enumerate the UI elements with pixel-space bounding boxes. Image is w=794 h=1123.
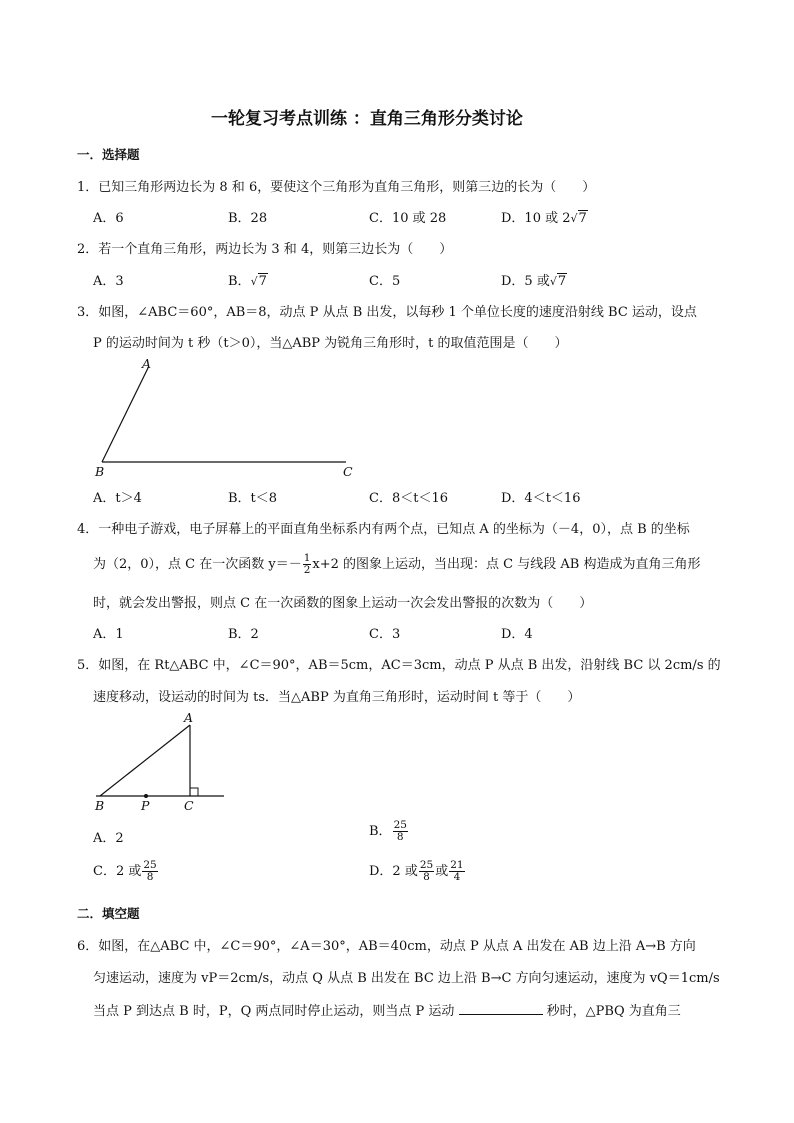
question-5-line-2: 速度移动，设运动的时间为 ts．当△ABP 为直角三角形时，运动时间 t 等于（ ） bbox=[93, 690, 581, 705]
question-3-option-d: D．4＜t＜16 bbox=[501, 491, 581, 506]
label-a: A bbox=[184, 710, 194, 725]
question-6-line-3: 当点 P 到达点 B 时，P，Q 两点同时停止运动，则当点 P 运动 秒时，△PBQ 为直角三 bbox=[93, 1004, 681, 1019]
question-5-option-c: C．2 或 $\frac{25}{8}$ bbox=[93, 859, 157, 883]
label-p: P bbox=[141, 798, 150, 813]
label-c: C bbox=[343, 464, 353, 479]
question-5-option-b: B． $\frac{25}{8}$ bbox=[369, 819, 407, 843]
label-b: B bbox=[95, 464, 105, 479]
question-1-option-b: B．28 bbox=[228, 211, 268, 226]
question-4-option-b: B．2 bbox=[228, 627, 259, 642]
question-3-line-2: P 的运动时间为 t 秒（t＞0），当△ABP 为锐角三角形时，t 的取值范围是（ ） bbox=[93, 336, 568, 351]
question-3-option-c: C．8＜t＜16 bbox=[369, 491, 448, 506]
section-heading-choice: 一．选择题 bbox=[77, 147, 140, 162]
question-5-figure bbox=[88, 708, 238, 814]
fraction-one-half: $\frac{1}{2}$ bbox=[303, 552, 311, 576]
question-3-line-1: 3．如图，∠ABC＝60°，AB＝8，动点 P 从点 B 出发，以每秒 1 个单位长度的速度沿射线 BC 运动，设点 bbox=[77, 305, 697, 320]
page-title: 一轮复习考点训练 ：直角三角形分类讨论 bbox=[211, 109, 523, 129]
question-6-line-2: 匀速运动，速度为 vP＝2cm/s，动点 Q 从点 B 出发在 BC 边上沿 B→C 方向匀速运动，速度为 vQ＝1cm/s bbox=[93, 971, 720, 986]
question-1-option-a: A．6 bbox=[93, 211, 124, 226]
question-4-option-a: A．1 bbox=[93, 627, 124, 642]
question-4-line-2: 为（2，0），点 C 在一次函数 y＝－ $\frac{1}{2}$ x+2 的图象上运动，当出现：点 C 与线段 AB 构造成为直角三角形 bbox=[93, 552, 701, 576]
question-1-option-d: D．10 或 2√7 bbox=[501, 211, 587, 226]
label-b: B bbox=[95, 798, 105, 813]
question-2-option-a: A．3 bbox=[93, 274, 124, 289]
right-angle-mark bbox=[190, 788, 198, 796]
question-2-option-c: C．5 bbox=[369, 274, 401, 289]
question-2-option-d: D．5 或√7 bbox=[501, 274, 567, 289]
question-3-option-a: A．t＞4 bbox=[93, 491, 142, 506]
question-6-line-1: 6．如图，在△ABC 中，∠C＝90°，∠A＝30°，AB＝40cm，动点 P 从点 A 出发在 AB 边上沿 A→B 方向 bbox=[77, 939, 696, 954]
question-1-text: 1．已知三角形两边长为 8 和 6，要使这个三角形为直角三角形，则第三边的长为（ ） bbox=[77, 180, 596, 195]
question-3-figure bbox=[88, 352, 368, 482]
question-2-option-b: B．√7 bbox=[228, 274, 267, 289]
segment-ba bbox=[100, 725, 190, 796]
question-4-line-1: 4．一种电子游戏，电子屏幕上的平面直角坐标系内有两个点，已知点 A 的坐标为（－4，0），点 B 的坐标 bbox=[77, 522, 690, 537]
label-c: C bbox=[184, 798, 194, 813]
question-5-line-1: 5．如图，在 Rt△ABC 中，∠C＝90°，AB＝5cm，AC＝3cm，动点 P 从点 B 出发，沿射线 BC 以 2cm/s 的 bbox=[77, 658, 721, 673]
question-1-option-c: C．10 或 28 bbox=[369, 211, 447, 226]
question-5-option-d: D．2 或 $\frac{25}{8}$ 或 $\frac{21}{4}$ bbox=[369, 859, 464, 883]
question-4-option-c: C．3 bbox=[369, 627, 401, 642]
section-heading-fill: 二．填空题 bbox=[77, 906, 140, 921]
answer-blank bbox=[459, 1002, 543, 1015]
question-5-option-a: A．2 bbox=[93, 831, 124, 846]
segment-ba bbox=[102, 368, 148, 462]
question-4-option-d: D．4 bbox=[501, 627, 533, 642]
question-2-text: 2．若一个直角三角形，两边长为 3 和 4，则第三边长为（ ） bbox=[77, 242, 453, 257]
question-3-option-b: B．t＜8 bbox=[228, 491, 278, 506]
label-a: A bbox=[142, 356, 152, 371]
question-4-line-3: 时，就会发出警报，则点 C 在一次函数的图象上运动一次会发出警报的次数为（ ） bbox=[93, 596, 593, 611]
